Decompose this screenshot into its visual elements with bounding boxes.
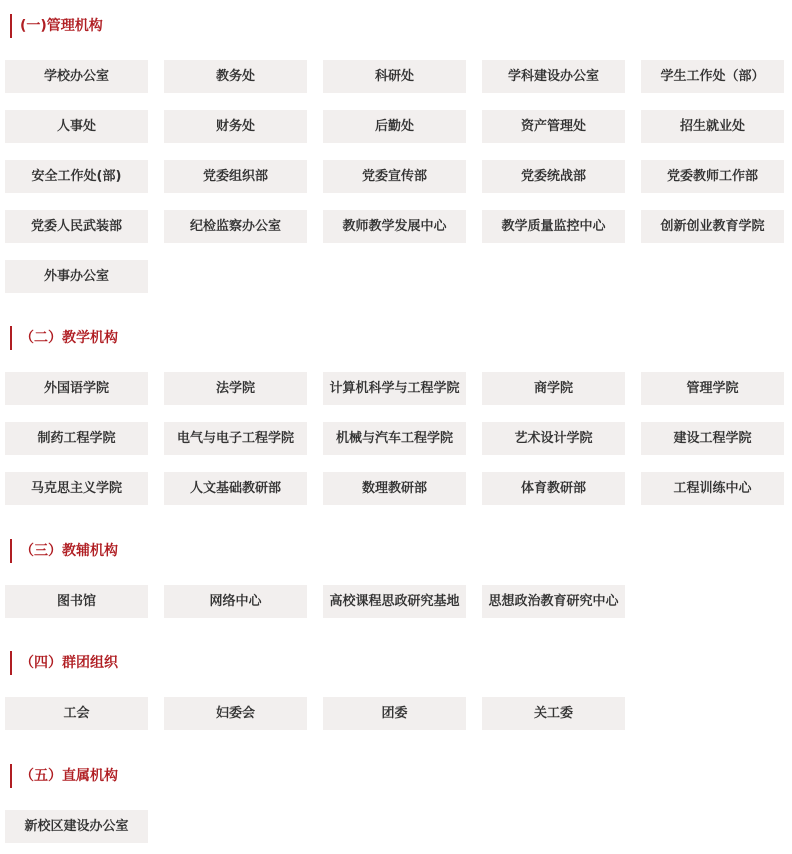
org-button[interactable]: 妇委会 — [164, 697, 307, 730]
org-button[interactable]: 党委人民武装部 — [5, 210, 148, 243]
section-title-teaching: （二）教学机构 — [10, 326, 118, 350]
org-button[interactable]: 党委教师工作部 — [641, 160, 784, 193]
org-button[interactable]: 建设工程学院 — [641, 422, 784, 455]
org-button[interactable]: 教师教学发展中心 — [323, 210, 466, 243]
org-button[interactable]: 商学院 — [482, 372, 625, 405]
section-title-auxiliary: （三）教辅机构 — [10, 539, 118, 563]
org-button[interactable]: 纪检监察办公室 — [164, 210, 307, 243]
org-button[interactable]: 学校办公室 — [5, 60, 148, 93]
org-button[interactable]: 财务处 — [164, 110, 307, 143]
org-button[interactable]: 外事办公室 — [5, 260, 148, 293]
org-button[interactable]: 管理学院 — [641, 372, 784, 405]
org-button[interactable]: 计算机科学与工程学院 — [323, 372, 466, 405]
org-button[interactable]: 人事处 — [5, 110, 148, 143]
org-button[interactable]: 学科建设办公室 — [482, 60, 625, 93]
org-button[interactable]: 艺术设计学院 — [482, 422, 625, 455]
org-button[interactable]: 网络中心 — [164, 585, 307, 618]
org-button[interactable]: 学生工作处（部） — [641, 60, 784, 93]
org-button[interactable]: 教学质量监控中心 — [482, 210, 625, 243]
org-button[interactable]: 工会 — [5, 697, 148, 730]
section-title-mass-organizations: （四）群团组织 — [10, 651, 118, 675]
org-button[interactable]: 资产管理处 — [482, 110, 625, 143]
section-title-management: (一)管理机构 — [10, 14, 103, 38]
org-button[interactable]: 后勤处 — [323, 110, 466, 143]
org-button[interactable]: 党委组织部 — [164, 160, 307, 193]
org-button[interactable]: 高校课程思政研究基地 — [323, 585, 466, 618]
org-button[interactable]: 数理教研部 — [323, 472, 466, 505]
org-button[interactable]: 党委统战部 — [482, 160, 625, 193]
org-button[interactable]: 机械与汽车工程学院 — [323, 422, 466, 455]
org-button[interactable]: 团委 — [323, 697, 466, 730]
org-button[interactable]: 工程训练中心 — [641, 472, 784, 505]
org-button[interactable]: 科研处 — [323, 60, 466, 93]
org-button[interactable]: 招生就业处 — [641, 110, 784, 143]
org-button[interactable]: 思想政治教育研究中心 — [482, 585, 625, 618]
section-title-direct: （五）直属机构 — [10, 764, 118, 788]
org-button[interactable]: 马克思主义学院 — [5, 472, 148, 505]
org-button[interactable]: 党委宣传部 — [323, 160, 466, 193]
org-button[interactable]: 体育教研部 — [482, 472, 625, 505]
org-button[interactable]: 电气与电子工程学院 — [164, 422, 307, 455]
org-button[interactable]: 关工委 — [482, 697, 625, 730]
org-button[interactable]: 法学院 — [164, 372, 307, 405]
org-button[interactable]: 图书馆 — [5, 585, 148, 618]
org-button[interactable]: 制药工程学院 — [5, 422, 148, 455]
org-button[interactable]: 教务处 — [164, 60, 307, 93]
org-button[interactable]: 安全工作处(部) — [5, 160, 148, 193]
org-button[interactable]: 人文基础教研部 — [164, 472, 307, 505]
org-button[interactable]: 外国语学院 — [5, 372, 148, 405]
org-button[interactable]: 创新创业教育学院 — [641, 210, 784, 243]
org-button[interactable]: 新校区建设办公室 — [5, 810, 148, 843]
